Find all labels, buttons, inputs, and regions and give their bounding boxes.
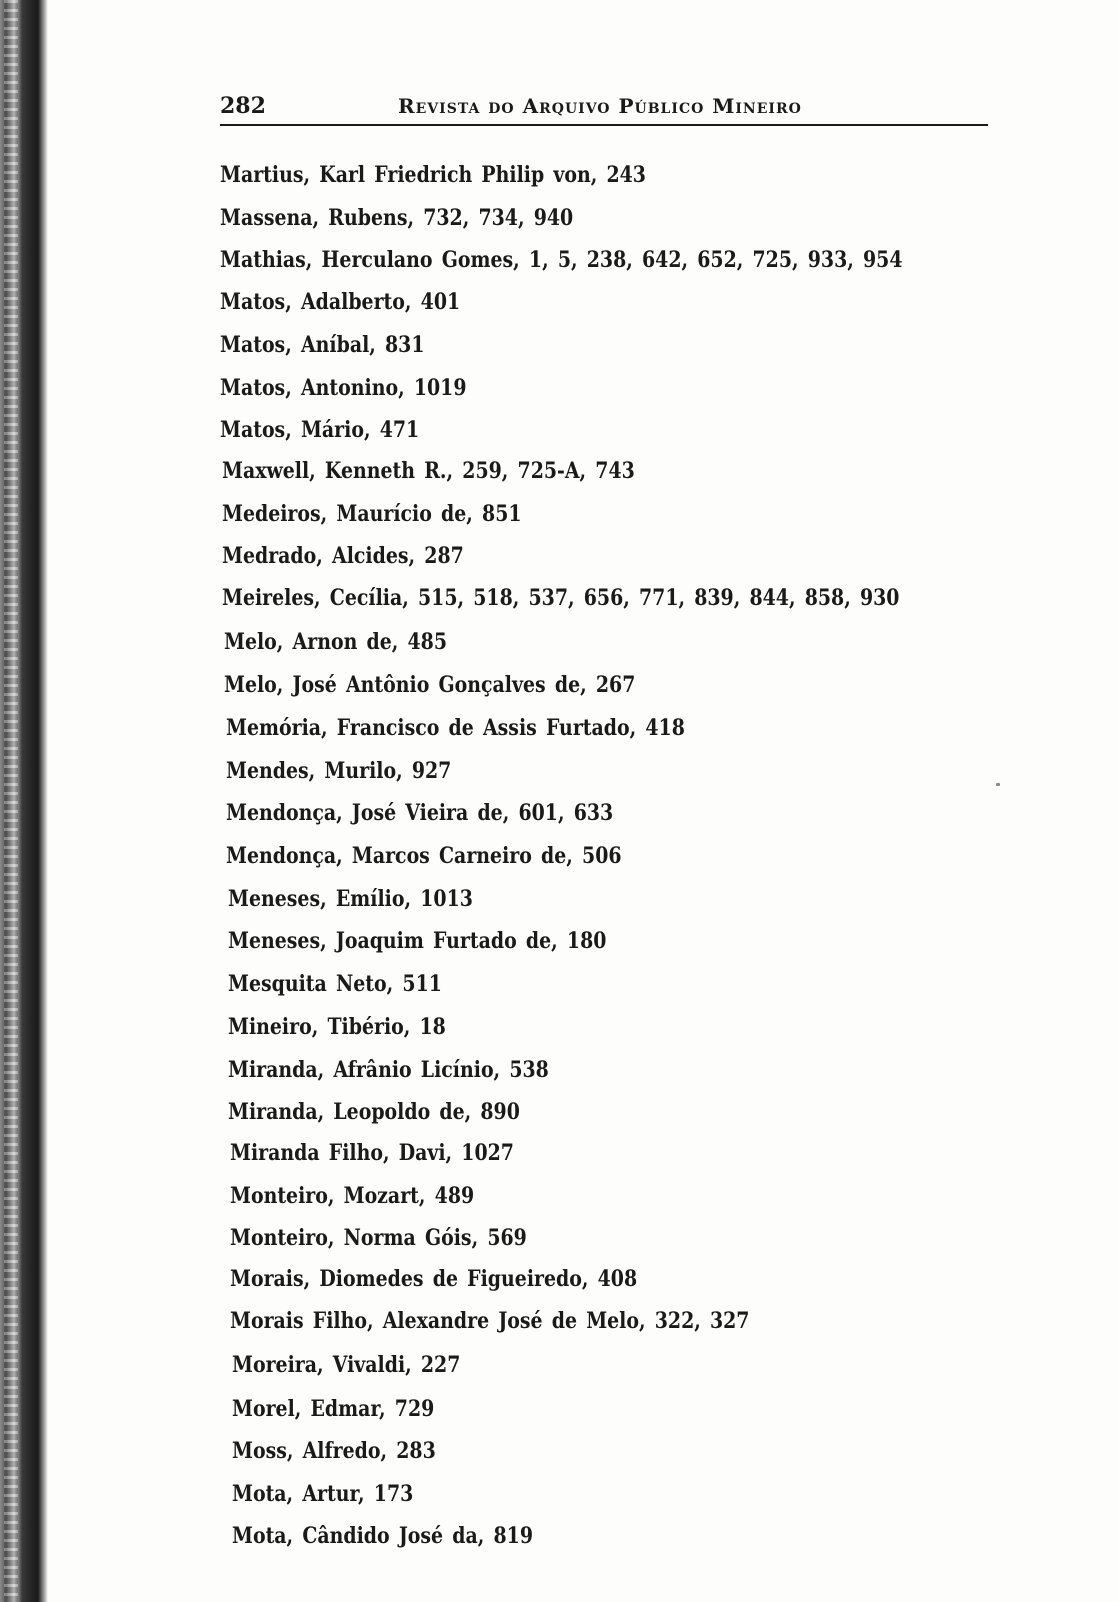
index-entry: Morais, Diomedes de Figueiredo, 408 <box>230 1266 638 1292</box>
index-entry: Monteiro, Norma Góis, 569 <box>230 1225 527 1251</box>
index-entry: Miranda Filho, Davi, 1027 <box>230 1140 514 1166</box>
index-entry: Morel, Edmar, 729 <box>232 1396 435 1422</box>
index-entry: Matos, Aníbal, 831 <box>220 332 425 358</box>
index-entry: Moss, Alfredo, 283 <box>232 1438 436 1464</box>
index-entry: Mineiro, Tibério, 18 <box>228 1014 446 1040</box>
index-entry: Mendes, Murilo, 927 <box>226 758 452 784</box>
index-entry: Meireles, Cecília, 515, 518, 537, 656, 771, 839, 844, 858, 930 <box>222 585 900 611</box>
index-entry: Maxwell, Kenneth R., 259, 725-A, 743 <box>222 458 635 484</box>
scan-speck <box>996 783 1000 786</box>
index-entry: Mesquita Neto, 511 <box>228 971 442 997</box>
index-entry: Mathias, Herculano Gomes, 1, 5, 238, 642, 652, 725, 933, 954 <box>220 247 903 273</box>
index-entry: Meneses, Joaquim Furtado de, 180 <box>228 928 607 954</box>
running-head: Revista do Arquivo Público Mineiro <box>398 94 802 118</box>
index-entry: Meneses, Emílio, 1013 <box>228 886 473 912</box>
index-entry: Matos, Adalberto, 401 <box>220 289 461 315</box>
index-entry: Medeiros, Maurício de, 851 <box>222 501 522 527</box>
index-entry: Memória, Francisco de Assis Furtado, 418 <box>226 715 685 741</box>
index-entry: Martius, Karl Friedrich Philip von, 243 <box>220 162 646 188</box>
index-entry: Mendonça, Marcos Carneiro de, 506 <box>226 843 622 869</box>
index-entry: Melo, Arnon de, 485 <box>224 629 448 655</box>
index-entry: Monteiro, Mozart, 489 <box>230 1183 475 1209</box>
index-entry: Morais Filho, Alexandre José de Melo, 322, 327 <box>230 1308 750 1334</box>
index-entry: Melo, José Antônio Gonçalves de, 267 <box>224 672 636 698</box>
index-entry: Matos, Antonino, 1019 <box>220 375 467 401</box>
index-entry: Mota, Cândido José da, 819 <box>232 1523 533 1549</box>
index-entry: Matos, Mário, 471 <box>220 417 420 443</box>
page-number: 282 <box>220 93 266 119</box>
index-entry: Moreira, Vivaldi, 227 <box>232 1352 461 1378</box>
index-entry: Medrado, Alcides, 287 <box>222 543 464 569</box>
index-entry: Massena, Rubens, 732, 734, 940 <box>220 205 574 231</box>
index-entry: Miranda, Leopoldo de, 890 <box>228 1099 520 1125</box>
index-entry: Mota, Artur, 173 <box>232 1481 414 1507</box>
index-entry: Mendonça, José Vieira de, 601, 633 <box>226 800 614 826</box>
index-entry: Miranda, Afrânio Licínio, 538 <box>228 1057 549 1083</box>
